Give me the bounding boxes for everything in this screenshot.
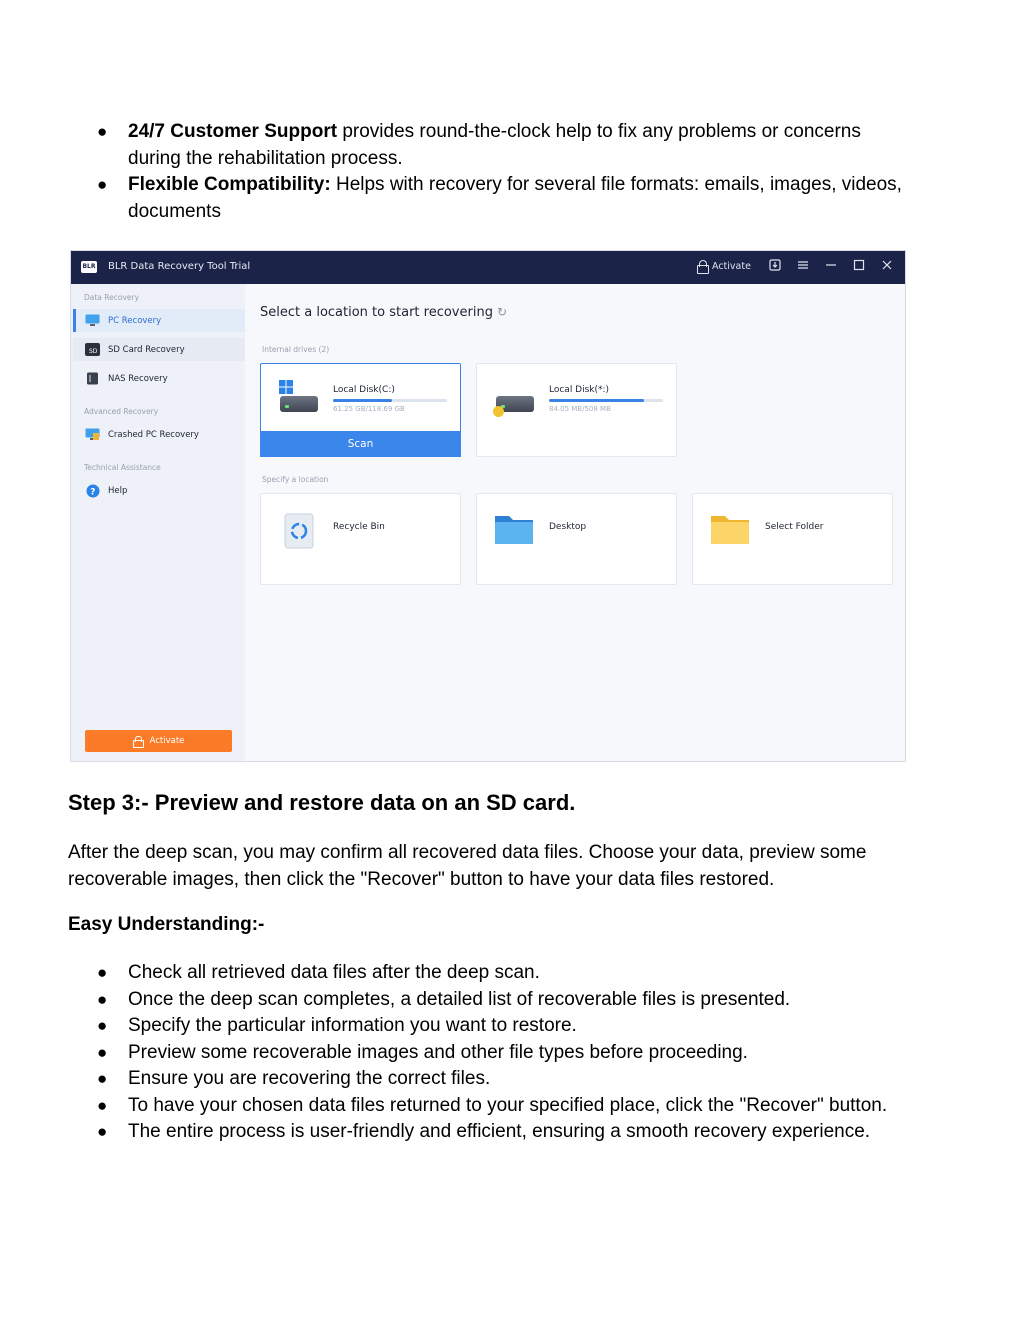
sidebar-section-data-recovery: Data Recovery — [84, 293, 140, 302]
easy-understanding-heading: Easy Understanding:- — [68, 914, 265, 935]
location-card-desktop[interactable] — [476, 493, 677, 585]
sidebar-activate-button[interactable] — [85, 730, 232, 752]
drive-name: Local Disk(C:) — [333, 385, 395, 395]
drive-size: 84.05 MB/508 MB — [549, 405, 611, 413]
feature-list — [97, 119, 917, 225]
crashed-pc-icon — [85, 428, 100, 441]
list-item — [97, 119, 917, 172]
list-item — [97, 1119, 917, 1146]
sidebar-item-pc-recovery[interactable] — [73, 309, 245, 332]
download-icon[interactable] — [767, 259, 783, 275]
title-bar — [71, 251, 906, 284]
hard-drive-icon — [280, 396, 318, 412]
maximize-icon[interactable] — [851, 259, 867, 275]
drive-usage-fill — [549, 399, 644, 402]
easy-understanding-list — [97, 960, 917, 1146]
sd-card-icon — [85, 343, 100, 356]
window-title: BLR Data Recovery Tool Trial — [108, 261, 251, 272]
list-item-text: Specify the particular information you want to restore. — [128, 1015, 577, 1036]
sidebar-item-sd-card-recovery[interactable] — [73, 338, 245, 361]
folder-blue-icon — [494, 512, 534, 550]
list-item-text: The entire process is user-friendly and efficient, ensuring a smooth recovery experience. — [128, 1121, 871, 1142]
sidebar-item-label: SD Card Recovery — [108, 344, 185, 355]
refresh-icon[interactable]: ↻ — [496, 305, 508, 319]
svg-text:SD: SD — [88, 347, 97, 355]
sidebar-item-nas-recovery[interactable] — [73, 367, 245, 390]
list-item-text: Ensure you are recovering the correct files. — [128, 1068, 491, 1089]
sidebar-section-advanced: Advanced Recovery — [84, 407, 159, 416]
feature-name: 24/7 Customer Support — [128, 121, 338, 142]
bullet-icon: ● — [97, 1069, 108, 1088]
sidebar-item-help[interactable] — [73, 479, 245, 502]
scan-button[interactable]: Scan — [260, 431, 461, 457]
list-item — [97, 172, 917, 225]
location-name: Recycle Bin — [333, 522, 385, 532]
sidebar — [71, 284, 245, 762]
location-name: Select Folder — [765, 522, 824, 532]
app-logo: BLR — [81, 261, 97, 273]
drive-usage-bar — [549, 399, 663, 402]
bullet-icon: ● — [97, 1095, 108, 1115]
activate-label: Activate — [149, 736, 185, 746]
bullet-icon: ● — [97, 963, 108, 982]
drive-name: Local Disk(*:) — [549, 385, 610, 395]
list-item — [97, 1093, 917, 1120]
recycle-bin-icon — [283, 512, 315, 554]
bullet-icon: ● — [97, 1016, 108, 1035]
lock-icon — [133, 736, 142, 746]
svg-text:?: ? — [89, 487, 95, 497]
drive-usage-fill — [333, 399, 392, 402]
bullet-icon: ● — [97, 1122, 108, 1141]
feature-desc: provides round-the-clock help to fix any problems or concerns during the rehabilitation process. — [128, 121, 861, 169]
list-item — [97, 960, 917, 987]
drive-card-c[interactable] — [260, 363, 461, 457]
sidebar-item-label: PC Recovery — [108, 315, 162, 326]
list-item-text: Check all retrieved data files after the deep scan. — [128, 962, 540, 983]
list-item — [97, 1066, 917, 1093]
main-title — [260, 305, 507, 320]
sidebar-item-label: NAS Recovery — [108, 373, 168, 384]
step-paragraph: After the deep scan, you may confirm all recovered data files. Choose your data, preview some recoverable images, then click the "Recover" button to have your data files restored. — [68, 842, 867, 890]
location-card-select-folder[interactable] — [692, 493, 893, 585]
list-item — [97, 1013, 917, 1040]
app-window — [70, 250, 906, 762]
close-icon[interactable] — [879, 259, 895, 275]
warning-badge-icon — [493, 406, 504, 417]
list-item-text: Preview some recoverable images and other file types before proceeding. — [128, 1041, 748, 1063]
drive-usage-bar — [333, 399, 447, 402]
list-item — [97, 987, 917, 1014]
sidebar-section-technical: Technical Assistance — [84, 463, 161, 472]
activate-label: Activate — [712, 260, 751, 272]
minimize-icon[interactable] — [823, 259, 839, 275]
sidebar-item-label: Crashed PC Recovery — [108, 429, 199, 440]
drive-size: 61.25 GB/118.69 GB — [333, 405, 405, 413]
internal-drives-label: Internal drives (2) — [262, 345, 330, 354]
location-name: Desktop — [549, 522, 587, 532]
nas-icon — [85, 372, 100, 385]
help-icon — [85, 484, 100, 497]
list-item — [97, 1040, 917, 1067]
specify-location-label: Specify a location — [262, 475, 329, 484]
feature-name: Flexible Compatibility: — [128, 174, 331, 195]
list-item-text: To have your chosen data files returned to your specified place, click the "Recover" button. — [128, 1094, 888, 1116]
feature-desc: Helps with recovery for several file formats: emails, images, videos, documents — [128, 174, 902, 222]
bullet-icon: ● — [97, 989, 108, 1009]
sidebar-item-crashed-pc-recovery[interactable] — [73, 423, 245, 446]
location-card-recycle-bin[interactable] — [260, 493, 461, 585]
list-item-text: Once the deep scan completes, a detailed list of recoverable files is presented. — [128, 988, 791, 1010]
folder-yellow-icon — [710, 512, 750, 550]
bullet-icon: ● — [97, 1042, 108, 1062]
sidebar-item-label: Help — [108, 485, 128, 496]
bullet-icon: ● — [97, 175, 108, 194]
step-heading: Step 3:- Preview and restore data on an SD card. — [68, 790, 576, 815]
lock-icon — [697, 260, 707, 272]
menu-icon[interactable] — [795, 259, 811, 275]
main-title-text: Select a location to start recovering — [260, 305, 493, 320]
drive-card-other[interactable] — [476, 363, 677, 457]
bullet-icon: ● — [97, 122, 108, 141]
titlebar-activate-button[interactable] — [697, 260, 751, 272]
monitor-icon — [85, 314, 100, 327]
